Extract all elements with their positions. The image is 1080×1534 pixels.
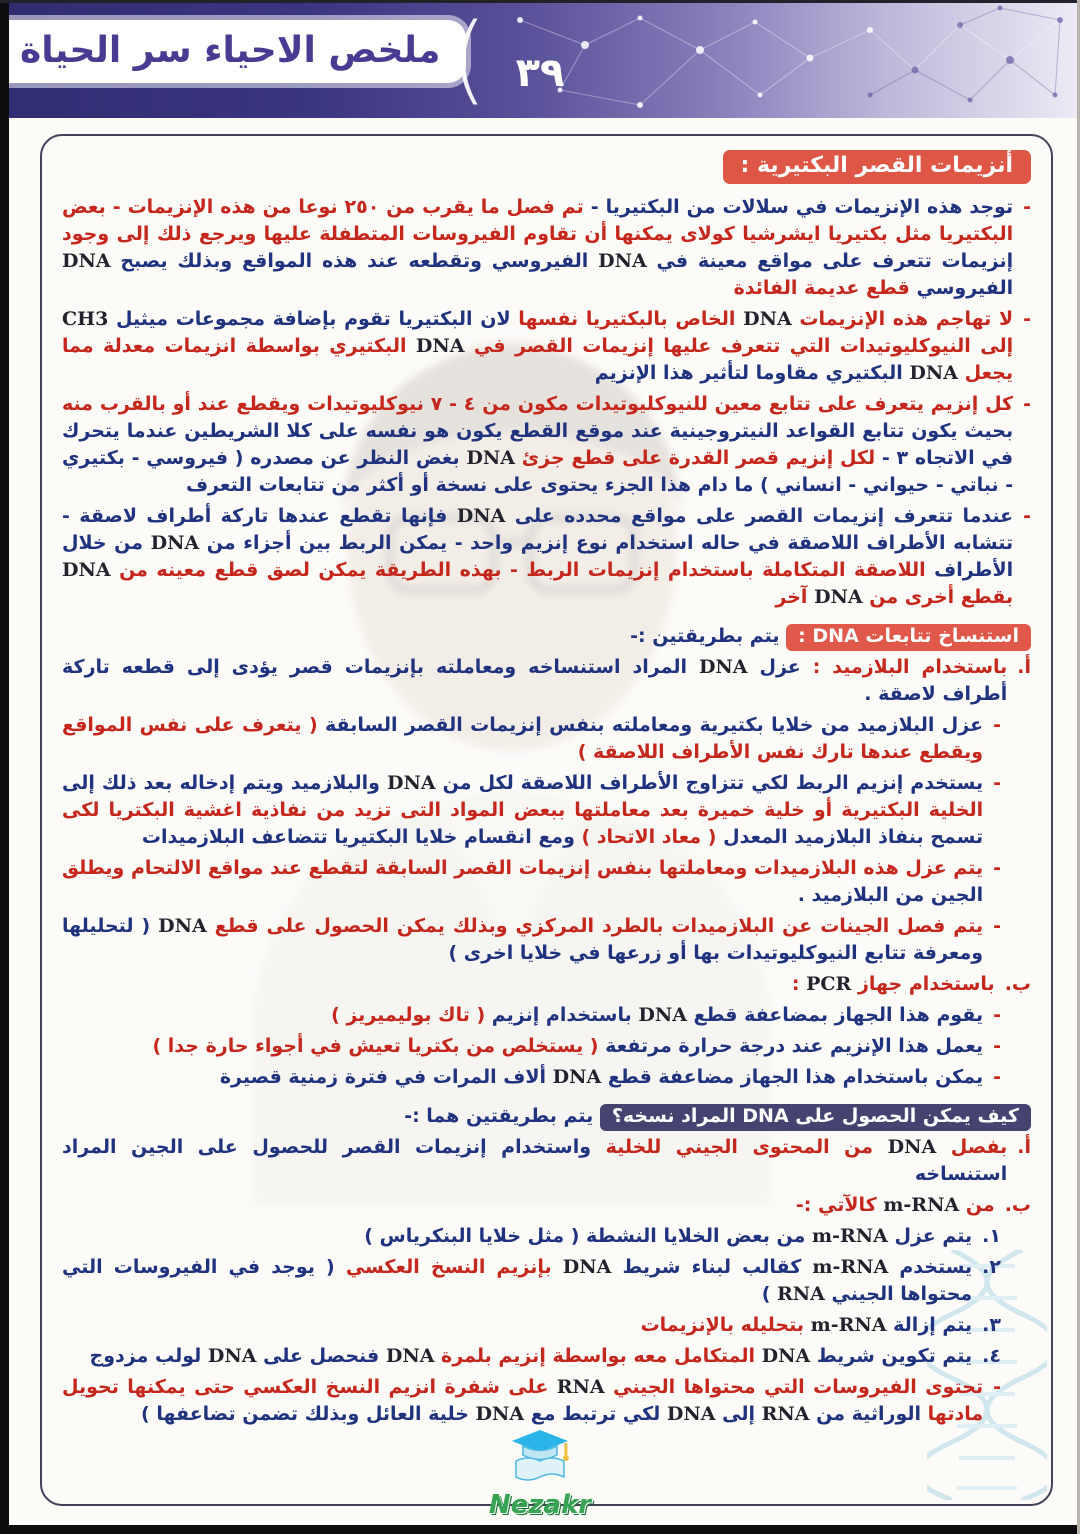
- list-marker: -: [1023, 196, 1031, 218]
- list-marker: -: [993, 1066, 1001, 1088]
- text-segment: يمكن باستخدام هذا الجهاز مضاعفة قطع: [601, 1066, 984, 1088]
- list-marker: -: [993, 1035, 1001, 1057]
- text-segment: يتم عزل هذه البلازميدات ومعاملتها بنفس إنزيمات القصر السابقة لتقطع عند مواقع الالتحام ويطلق: [62, 857, 984, 879]
- paragraph-text: [62, 971, 995, 998]
- text-segment: m-RNA: [810, 1314, 887, 1336]
- text-segment: كقالب لبناء شريط: [611, 1256, 813, 1278]
- paragraph-text: [62, 712, 983, 766]
- paragraph-text: [62, 306, 1013, 387]
- bullet-paragraph: [62, 1374, 1031, 1428]
- paragraph-text: [62, 1134, 1007, 1188]
- text-segment: يتم بطريقتين هما :-: [404, 1105, 600, 1127]
- text-segment: بتحليله بالإنزيمات: [640, 1314, 811, 1336]
- text-segment: تم فصل ما يقرب من ٢٥٠ نوعا من هذه الإنزيمات - بعض البكتيريا مثل بكتيريا ايشرشيا كولاى يمكنها أن تقاوم الفيروسات المتطفلة عليها ويرجع ذلك إلى وجود: [62, 196, 1014, 245]
- text-segment: واستخدام إنزيمات القصر للحصول على الجين المراد استنساخه: [62, 1136, 1008, 1185]
- bullet-paragraph: [62, 306, 1031, 387]
- page-title: ملخص الاحياء سر الحياة: [20, 30, 441, 71]
- text-segment: PCR: [806, 973, 852, 995]
- paragraph-text: [62, 1343, 972, 1370]
- text-segment: بغض النظر عن مصدره ( فيروسي - بكتيري - نباتي - حيواني - انساني ) ما دام هذا الجزء يحتوى على نسخة أو أكثر من تتابعات التعرف: [62, 447, 1014, 496]
- text-segment: الخلية البكتيرية أو خلية خميرة بعد معاملتها ببعض المواد التى تزيد من نفاذية اغشية البكتريا لكى: [62, 799, 984, 821]
- text-segment: DNA: [909, 362, 958, 384]
- list-marker: -: [1023, 308, 1031, 330]
- text-segment: ( لتحليلها ومعرفة تتابع النيوكليوتيدات بها أو زرعها في خلايا اخرى ): [62, 915, 984, 964]
- text-segment: لان البكتيريا تقوم بإضافة مجموعات ميثيل: [108, 308, 511, 330]
- num-item: [62, 1254, 1031, 1308]
- text-segment: يتم تكوين شريط: [810, 1345, 973, 1367]
- paragraph-text: [62, 913, 983, 967]
- text-segment: DNA: [666, 1403, 716, 1425]
- letter-item: [62, 654, 1031, 708]
- list-marker: ٣.: [982, 1314, 1001, 1336]
- title-pill: [0, 20, 466, 83]
- text-segment: البكتيري مقاوما لتأثير هذا الإنزيم: [594, 362, 910, 384]
- text-segment: DNA: [887, 1136, 937, 1158]
- list-marker: ب.: [1004, 1194, 1031, 1216]
- list-marker: -: [993, 772, 1001, 794]
- highlight-dark-label: كيف يمكن الحصول على DNA المراد نسخه؟: [600, 1104, 1031, 1131]
- paragraph-list: [62, 194, 1031, 1428]
- document-body: [62, 150, 1031, 1428]
- highlight-red-label: استنساخ تتابعات DNA :: [786, 624, 1031, 651]
- text-segment: توجد هذه الإنزيمات في سلالات من البكتيريا -: [583, 196, 1014, 218]
- text-segment: آخر: [775, 586, 815, 608]
- text-segment: يتم بطريقتين :-: [630, 625, 787, 647]
- letter-item: [62, 1192, 1031, 1219]
- bullet-paragraph: [62, 712, 1031, 766]
- text-segment: تسمح بنفاذ البلازميد المعدل: [716, 826, 984, 848]
- list-marker: أ.: [1017, 1136, 1031, 1158]
- bullet-paragraph: [62, 1033, 1031, 1060]
- list-marker: -: [993, 714, 1001, 736]
- list-marker: -: [1023, 505, 1031, 527]
- text-segment: DNA: [598, 250, 647, 272]
- paragraph-text: [62, 1254, 972, 1308]
- paragraph-text: [62, 1033, 983, 1060]
- text-segment: ( معاد الاتحاد ): [581, 826, 717, 848]
- text-segment: إلى النيوكليوتيدات التي تتعرف عليها إنزيمات القصر في: [464, 335, 1014, 357]
- text-segment: بحيث يكون تتابع القواعد النيتروجينية عند موقع القطع يكون هو نفسه على كلا الشريطين عندما يتحرك في الاتجاه ٣ -: [62, 420, 1014, 469]
- text-segment: DNA: [552, 1066, 602, 1088]
- text-segment: m-RNA: [811, 1225, 888, 1247]
- scan-edge-top: [0, 0, 1080, 3]
- text-segment: من المحتوى الجيني للخلية: [591, 1136, 888, 1158]
- text-segment: يقوم هذا الجهاز بمضاعفة قطع: [686, 1004, 984, 1026]
- text-segment: يستخدم: [888, 1256, 973, 1278]
- text-segment: DNA: [150, 532, 200, 554]
- page-header: [0, 0, 1080, 118]
- nezakr-logo: [489, 1428, 591, 1520]
- text-segment: DNA: [698, 656, 748, 678]
- text-segment: إنزيمات تتعرف على مواقع معينة في: [646, 250, 1014, 272]
- paragraph-text: [62, 503, 1013, 611]
- text-segment: لكي ترتبط مع: [524, 1403, 667, 1425]
- text-segment: DNA: [743, 308, 792, 330]
- text-segment: DNA: [475, 1403, 525, 1425]
- text-segment: ( يتعرف على نفس المواقع ويقطع عندها تارك نفس الأطراف اللاصقة ): [62, 714, 984, 763]
- text-segment: DNA: [456, 505, 506, 527]
- text-segment: من خلال الأطراف: [62, 532, 1014, 581]
- text-segment: تحتوى الفيروسات التي محتواها الجيني: [604, 1376, 984, 1398]
- num-item: [62, 1343, 1031, 1370]
- text-segment: ): [761, 1283, 778, 1305]
- text-segment: لكل إنزيم قصر القدرة على قطع جزئ: [515, 447, 876, 469]
- text-segment: بفصل: [936, 1136, 1008, 1158]
- text-segment: البكتيري بواسطة انزيمات معدلة مما يجعل: [62, 335, 1014, 384]
- text-segment: ومع انقسام خلايا البكتيريا تتضاعف البلازميدات: [141, 826, 582, 848]
- text-segment: m-RNA: [812, 1256, 889, 1278]
- text-segment: من بعض الخلايا النشطة ( مثل خلايا البنكرياس ): [364, 1225, 812, 1247]
- text-segment: DNA: [761, 1345, 811, 1367]
- text-segment: والبلازميد ويتم إدخاله بعد ذلك إلى: [62, 772, 388, 794]
- text-segment: CH3: [62, 308, 109, 330]
- list-marker: أ.: [1017, 656, 1031, 678]
- text-segment: عندما تتعرف إنزيمات القصر على مواقع محدده على: [505, 505, 1014, 527]
- section-heading-restriction-enzymes: أنزيمات القصر البكتيرية :: [723, 150, 1031, 184]
- paragraph-text: [62, 770, 983, 851]
- text-segment: DNA: [158, 915, 207, 937]
- text-segment: يتم فصل الجينات عن البلازميدات بالطرد المركزي وبذلك يمكن الحصول على قطع: [206, 915, 984, 937]
- paragraph-text: [62, 654, 1007, 708]
- text-segment: DNA: [62, 559, 111, 581]
- graduation-cap-book-icon: [508, 1428, 572, 1486]
- list-marker: ١.: [982, 1225, 1001, 1247]
- text-segment: الوراثية من: [809, 1403, 922, 1425]
- text-segment: المتكامل معه بواسطة إنزيم بلمرة: [434, 1345, 762, 1367]
- text-segment: DNA: [466, 447, 515, 469]
- text-segment: بقطع أخرى من: [862, 586, 1014, 608]
- letter-item: [62, 1134, 1031, 1188]
- page-number: ٣٩: [515, 50, 565, 96]
- bullet-paragraph: [62, 770, 1031, 851]
- bullet-paragraph: [62, 1064, 1031, 1091]
- text-segment: DNA: [638, 1004, 687, 1026]
- scan-edge-left: [0, 0, 9, 1534]
- text-segment: يعمل هذا الإنزيم عند درجة حرارة مرتفعة: [598, 1035, 984, 1057]
- list-marker: ٢.: [982, 1256, 1001, 1278]
- text-segment: عزل البلازميد من خلايا بكتيرية ومعاملته بنفس إنزيمات القصر السابقة: [317, 714, 984, 736]
- text-segment: يتم عزل: [887, 1225, 973, 1247]
- text-segment: باستخدام جهاز: [851, 973, 995, 995]
- text-segment: RNA: [556, 1376, 605, 1398]
- paragraph-text: [62, 1002, 983, 1029]
- paragraph-text: [62, 1103, 1031, 1130]
- content-frame: [40, 134, 1053, 1506]
- text-segment: RNA: [777, 1283, 825, 1305]
- text-segment: إلى: [715, 1403, 762, 1425]
- text-segment: DNA: [814, 586, 863, 608]
- text-segment: المراد استنساخه ومعاملته بإنزيمات قصر يؤدى إلى قطعه تاركة أطراف لاصقة .: [62, 656, 1008, 705]
- inline-heading-paragraph: [62, 623, 1031, 650]
- paragraph-text: [62, 194, 1013, 302]
- text-segment: DNA: [385, 1345, 435, 1367]
- text-segment: :: [791, 973, 807, 995]
- num-item: [62, 1312, 1031, 1339]
- list-marker: -: [993, 857, 1001, 879]
- text-segment: الفيروسي: [909, 277, 1014, 299]
- paragraph-text: [62, 1064, 983, 1091]
- text-segment: قطع عديمة الفائدة: [733, 277, 910, 299]
- decorative-parenthesis: (: [450, 3, 488, 115]
- list-marker: -: [1023, 393, 1031, 415]
- text-segment: بإنزيم النسخ العكسي: [334, 1256, 563, 1278]
- text-segment: على شفرة انزيم النسخ العكسي حتى يمكنها تحويل مادتها: [62, 1376, 984, 1425]
- scan-edge-bottom: [0, 1525, 1080, 1534]
- bullet-paragraph: [62, 913, 1031, 967]
- text-segment: كل إنزيم يتعرف على تتابع معين للنيوكليوتيدات مكون من ٤ - ٧ نيوكليوتيدات ويقطع عند أو بالقرب منه: [62, 393, 1014, 415]
- text-segment: اللاصقة المتكاملة باستخدام إنزيمات الربط - بهذه الطريقة يمكن لصق قطع معينه من: [110, 559, 926, 581]
- text-segment: m-RNA: [883, 1194, 960, 1216]
- text-segment: DNA: [415, 335, 465, 357]
- text-segment: كالآتي :-: [795, 1194, 884, 1216]
- list-marker: -: [993, 1004, 1001, 1026]
- list-marker: ٤.: [982, 1345, 1001, 1367]
- text-segment: DNA: [562, 1256, 612, 1278]
- text-segment: عزل: [747, 656, 801, 678]
- brand-name: Nezakr: [488, 1490, 592, 1520]
- paragraph-text: [62, 1192, 995, 1219]
- bullet-paragraph: [62, 855, 1031, 909]
- text-segment: يستخدم إنزيم الربط لكي تتزاوج الأطراف اللاصقة لكل من: [435, 772, 984, 794]
- bullet-paragraph: [62, 194, 1031, 302]
- paragraph-text: [62, 1374, 983, 1428]
- text-segment: فإنها تقطع عندها تاركة أطراف لاصقة - تتشابه الأطراف اللاصقة في حاله استخدام نوع إنزيم واحد - يمكن الربط بين أجزاء من: [62, 505, 1014, 554]
- text-segment: باستخدام البلازميد :: [800, 656, 1008, 678]
- text-segment: يتم إزالة: [886, 1314, 973, 1336]
- text-segment: ( تاك بوليميريز ): [331, 1004, 486, 1026]
- text-segment: RNA: [761, 1403, 810, 1425]
- bullet-paragraph: [62, 503, 1031, 611]
- text-segment: DNA: [62, 250, 111, 272]
- paragraph-text: [62, 1223, 972, 1250]
- text-segment: من: [959, 1194, 995, 1216]
- letter-item: [62, 971, 1031, 998]
- bullet-paragraph: [62, 391, 1031, 499]
- bullet-paragraph: [62, 1002, 1031, 1029]
- text-segment: ( يوجد في الفيروسات التي محتواها الجيني: [62, 1256, 973, 1305]
- text-segment: الفيروسي وتقطعه عند هذه المواقع وبذلك يصبح: [110, 250, 599, 272]
- text-segment: ( يستخلص من بكتريا تعيش في أجواء حارة جدا ): [152, 1035, 599, 1057]
- text-segment: DNA: [387, 772, 436, 794]
- paragraph-text: [62, 1312, 972, 1339]
- inline-heading-paragraph: [62, 1103, 1031, 1130]
- text-segment: الجين من البلازميد .: [797, 884, 984, 906]
- num-item: [62, 1223, 1031, 1250]
- list-marker: -: [993, 1376, 1001, 1398]
- text-segment: لا تهاجم هذه الإنزيمات: [791, 308, 1014, 330]
- list-marker: -: [993, 915, 1001, 937]
- text-segment: خلية العائل وبذلك تضمن تضاعفها ): [141, 1403, 476, 1425]
- paragraph-text: [62, 855, 983, 909]
- text-segment: ألاف المرات في فترة زمنية قصيرة: [219, 1066, 553, 1088]
- paragraph-text: [62, 623, 1031, 650]
- text-segment: DNA: [207, 1345, 257, 1367]
- text-segment: الخاص بالبكتيريا نفسها: [510, 308, 744, 330]
- paragraph-text: [62, 391, 1013, 499]
- text-segment: باستخدام إنزيم: [485, 1004, 639, 1026]
- text-segment: لولب مزدوج: [89, 1345, 208, 1367]
- text-segment: فنحصل على: [256, 1345, 386, 1367]
- list-marker: ب.: [1004, 973, 1031, 995]
